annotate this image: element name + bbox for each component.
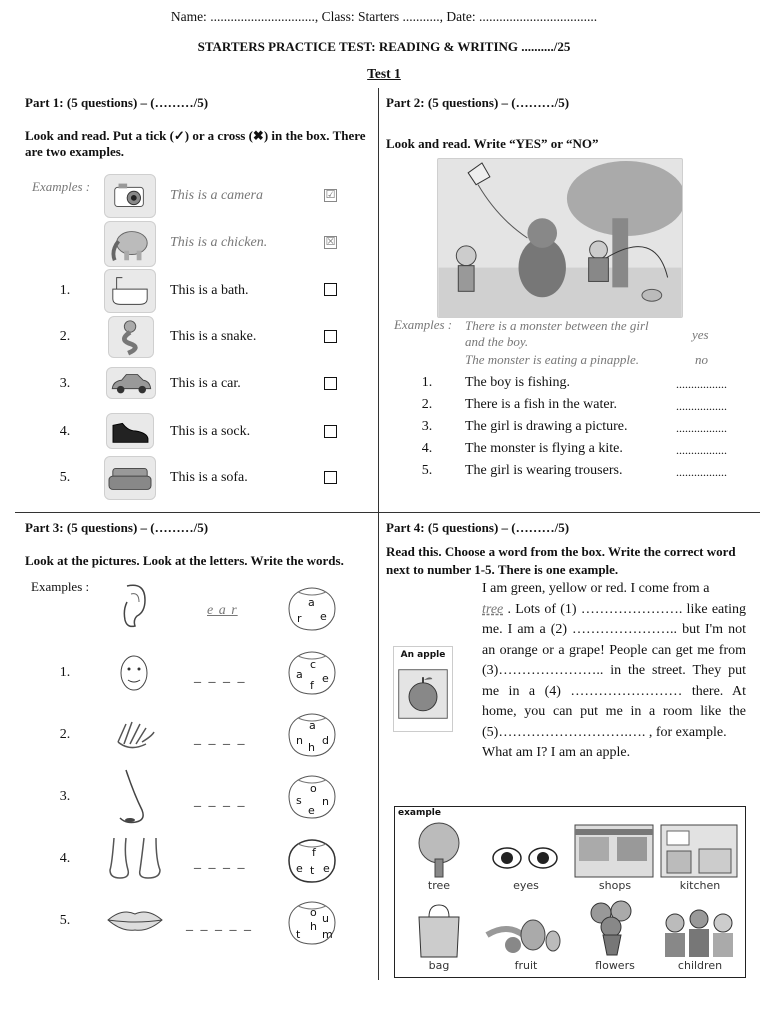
part4-title: Part 4: (5 questions) – (………/5) <box>386 520 570 535</box>
part3-q3-answer-blank[interactable]: _ _ _ _ <box>194 794 247 809</box>
part4-text-line-2: . Lots of (1) …………………. like <box>507 601 708 617</box>
part1-q2-text: This is a snake. <box>170 329 257 344</box>
part3-q5-answer-blank[interactable]: _ _ _ _ _ <box>186 918 253 933</box>
part3-q4-letter-1: f <box>312 846 316 859</box>
part3-q4-answer-blank[interactable]: _ _ _ _ <box>194 856 247 871</box>
word-box <box>394 806 746 978</box>
part2-q4-answer-blank[interactable]: ................. <box>676 443 727 457</box>
part1-q1-number: 1. <box>59 283 71 298</box>
part1-example-1-box: ☑ <box>325 189 336 201</box>
part2-q3-text: The girl is drawing a picture. <box>465 419 628 434</box>
kitchen-picture <box>659 821 739 879</box>
part2-example-1-text: There is a monster between the girl and the boy. <box>465 318 649 349</box>
part2-q4-text: The monster is flying a kite. <box>465 441 623 456</box>
part2-q1-number: 1. <box>421 375 433 390</box>
part3-q2-letter-3: d <box>322 734 329 747</box>
word-tree: tree <box>427 879 451 892</box>
part1-q1-answer-box[interactable] <box>324 283 337 296</box>
row-divider <box>15 512 760 513</box>
part2-q2-answer-blank[interactable]: ................. <box>676 399 727 413</box>
part3-instructions: Look at the pictures. Look at the letters. Write the words. <box>25 553 344 568</box>
fruit-picture <box>483 905 567 957</box>
part3-q5-letter-bag <box>284 896 340 946</box>
part2-example-2-text: The monster is eating a pinapple. <box>465 352 640 367</box>
eyes-picture <box>491 843 561 873</box>
part2-examples-label: Examples : <box>394 317 453 332</box>
part3-example-letter-3: e <box>320 610 327 623</box>
part3-q2-letter-bag <box>284 708 340 758</box>
feet-picture <box>104 834 166 882</box>
part3-q1-letter-1: a <box>296 668 303 681</box>
part2-q1-text: The boy is fishing. <box>465 375 570 390</box>
part4-text-line-6: What am I? I am an apple. <box>482 745 631 760</box>
student-info-line: Name: ..............................., Class: Starters ..........., Date: ................................... <box>170 9 598 24</box>
hand-picture <box>112 712 158 754</box>
part4-text-line-5: They put me in a (4) …………………… there. At home, you can put me in a room like the (5)……………………….…. , for example. <box>482 663 746 740</box>
part1-q2-number: 2. <box>59 329 71 344</box>
part2-q2-number: 2. <box>421 397 433 412</box>
sofa-picture <box>104 456 156 500</box>
word-children: children <box>677 959 723 972</box>
nose-picture <box>112 766 152 828</box>
part1-q3-number: 3. <box>59 376 71 391</box>
snake-picture <box>108 316 154 358</box>
part3-q2-letter-2: n <box>296 734 303 747</box>
part3-q5-letter-3: h <box>310 920 317 933</box>
part4-instructions: Read this. Choose a word from the box. Write the correct word next to number 1-5. There is one example. <box>386 544 736 577</box>
part3-q4-letter-bag <box>284 834 340 884</box>
apple-card-label: An apple <box>400 650 446 660</box>
part3-example-letter-bag <box>284 582 340 632</box>
part1-example-2-box: ☒ <box>325 236 336 248</box>
part4-reading-text <box>482 579 746 764</box>
part3-q4-letter-4: e <box>323 862 330 875</box>
part1-q4-number: 4. <box>59 424 71 439</box>
part1-examples-label: Examples : <box>32 179 91 194</box>
part1-example-1-text: This is a camera <box>170 188 263 203</box>
part2-q4-number: 4. <box>421 441 433 456</box>
part1-q3-answer-box[interactable] <box>324 377 337 390</box>
ear-picture <box>115 580 153 632</box>
mouth-picture <box>104 906 166 934</box>
part2-q5-text: The girl is wearing trousers. <box>465 463 623 478</box>
column-divider-top <box>378 88 379 512</box>
part1-q5-answer-box[interactable] <box>324 471 337 484</box>
column-divider-bottom <box>378 512 379 980</box>
park-scene-picture <box>437 158 683 318</box>
bag-picture <box>413 901 465 959</box>
part3-q3-letter-2: s <box>296 794 302 807</box>
apple-icon <box>395 666 451 722</box>
part4-text-line-1: I am green, yellow or red. I come from a <box>482 581 710 596</box>
part3-q5-letter-4: t <box>296 928 301 941</box>
part3-q2-number: 2. <box>59 727 71 742</box>
word-bag: bag <box>428 959 450 972</box>
part3-q3-number: 3. <box>59 789 71 804</box>
part1-q4-text: This is a sock. <box>170 424 251 439</box>
part3-q1-number: 1. <box>59 665 71 680</box>
part3-q3-letter-4: e <box>308 804 315 817</box>
bath-picture <box>104 269 156 313</box>
camera-picture <box>104 174 156 218</box>
part3-q2-answer-blank[interactable]: _ _ _ _ <box>194 732 247 747</box>
part2-title: Part 2: (5 questions) – (………/5) <box>386 95 570 110</box>
part1-q3-text: This is a car. <box>170 376 241 391</box>
word-flowers: flowers <box>595 959 635 972</box>
part1-example-2-text: This is a chicken. <box>170 235 268 250</box>
part2-instructions: Look and read. Write “YES” or “NO” <box>386 136 599 151</box>
part4-example-word: tree <box>482 601 504 617</box>
part2-q2-text: There is a fish in the water. <box>465 397 618 412</box>
part2-q3-number: 3. <box>421 419 433 434</box>
part3-q5-letter-2: u <box>322 912 329 925</box>
apple-card <box>393 646 453 732</box>
part3-q3-letter-bag <box>284 770 340 820</box>
part3-q1-letter-2: c <box>310 658 317 671</box>
tree-picture <box>415 821 463 879</box>
part4-text-line-3: eating me. I am a (2) ………………….. but I'm not <box>482 601 747 637</box>
word-kitchen: kitchen <box>679 879 721 892</box>
part3-example-letter-1: a <box>308 596 315 609</box>
part3-q5-number: 5. <box>59 913 71 928</box>
part3-q5-letter-1: o <box>310 906 317 919</box>
face-picture <box>118 652 150 694</box>
part3-q1-letter-4: f <box>310 679 314 692</box>
word-fruit: fruit <box>514 959 538 972</box>
part3-q2-letter-4: h <box>308 741 315 754</box>
part2-q3-answer-blank[interactable]: ................. <box>676 421 727 435</box>
part3-q1-letter-3: e <box>322 672 329 685</box>
word-shops: shops <box>598 879 632 892</box>
part3-title: Part 3: (5 questions) – (………/5) <box>25 520 209 535</box>
word-eyes: eyes <box>513 879 539 892</box>
part2-q5-answer-blank[interactable]: ................. <box>676 465 727 479</box>
part3-q2-letter-1: a <box>309 719 316 732</box>
part3-examples-label: Examples : <box>31 579 90 594</box>
part4-text-line-4: an orange or a grape! People can get me from (3)………………….. in the street. <box>482 642 746 678</box>
part1-q4-answer-box[interactable] <box>324 425 337 438</box>
part3-q4-number: 4. <box>59 851 71 866</box>
car-picture <box>106 367 156 399</box>
shoe-picture <box>106 413 154 449</box>
part3-example-letter-2: r <box>297 612 302 625</box>
part1-q2-answer-box[interactable] <box>324 330 337 343</box>
children-picture <box>661 907 739 959</box>
part3-example-answer: e a r <box>207 603 238 618</box>
part1-q5-number: 5. <box>59 470 71 485</box>
part3-q1-letter-bag <box>284 646 340 696</box>
part3-q3-letter-1: o <box>310 782 317 795</box>
part1-instructions: Look and read. Put a tick (✓) or a cross (✖) in the box. There are two examples. <box>25 128 366 159</box>
flowers-picture <box>587 899 637 959</box>
part2-example-1-answer: yes <box>692 327 709 342</box>
word-box-example-label: example <box>398 808 441 818</box>
part2-q5-number: 5. <box>421 463 433 478</box>
test-number: Test 1 <box>367 66 401 81</box>
part3-q5-letter-5: m <box>322 928 333 941</box>
part3-q4-letter-2: e <box>296 862 303 875</box>
part1-q1-text: This is a bath. <box>170 283 249 298</box>
test-title: STARTERS PRACTICE TEST: READING & WRITING ........../25 <box>197 39 571 54</box>
part3-q4-letter-3: t <box>310 864 315 877</box>
elephant-picture <box>104 221 156 267</box>
part2-q1-answer-blank[interactable]: ................. <box>676 377 727 391</box>
part3-q1-answer-blank[interactable]: _ _ _ _ <box>194 670 247 685</box>
part1-q5-text: This is a sofa. <box>170 470 248 485</box>
part3-q3-letter-3: n <box>322 795 329 808</box>
part2-example-2-answer: no <box>695 352 708 367</box>
part1-title: Part 1: (5 questions) – (………/5) <box>25 95 209 110</box>
shops-picture <box>573 821 655 879</box>
